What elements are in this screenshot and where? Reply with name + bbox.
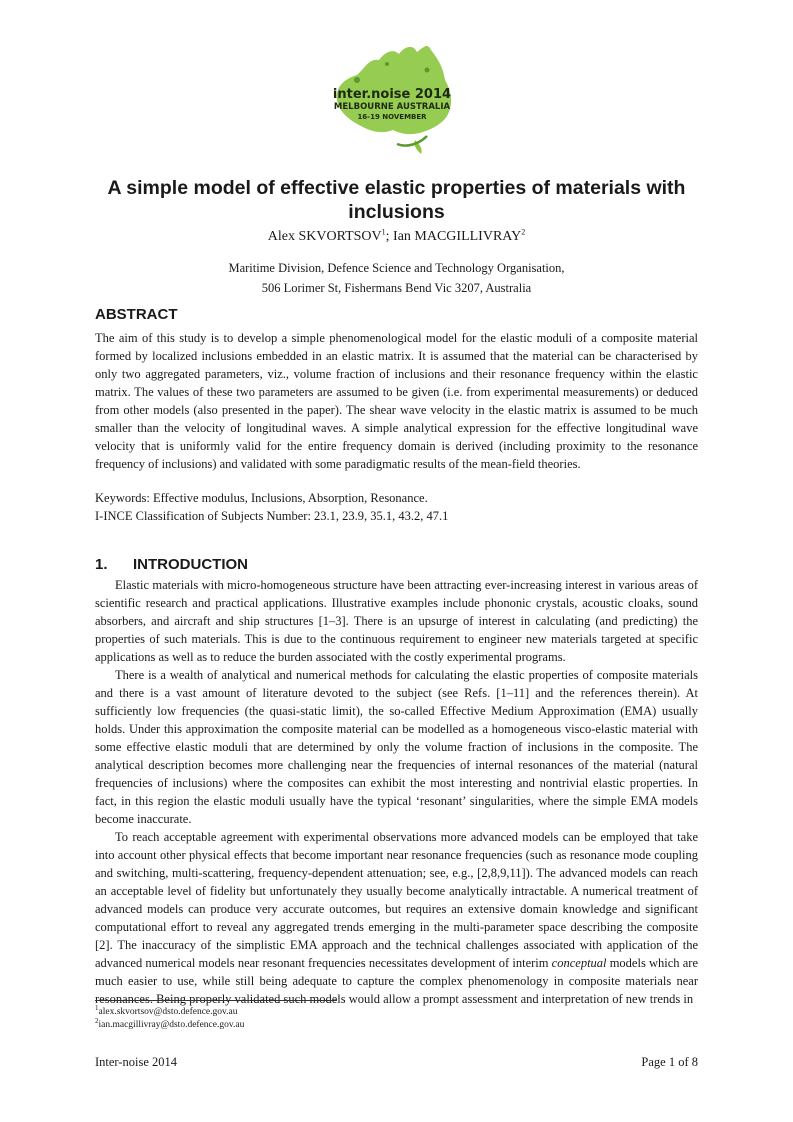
author-2: Ian MACGILLIVRAY (393, 229, 522, 244)
footnote-1-email: alex.skvortsov@dsto.defence.gov.au (98, 1007, 238, 1017)
abstract-heading: ABSTRACT (95, 306, 178, 323)
footnote-2-mark: 2 (95, 1016, 99, 1025)
intro-paragraph-3-part-a: To reach acceptable agreement with experimental observations more advanced models can be employed that take into account other physical effects that become important near resonance frequencies (such as resonance mode coupling and switching, multi-scattering, frequency-dependent attenuation; see, e.g., [2,8,9,11]). The advanced models can reach an acceptable level of fidelity but unfortunately they usually become analytically intractable. A numerical treatment of advanced models can produce very accurate outcomes, but requires an extensive domain knowledge and significant computational effort to reveal any aggregated trends emerging in the multi-parameter space describing the composite [2]. The inaccuracy of the simplistic EMA approach and the technical challenges associated with application of the advanced numerical models near resonant frequencies necessitates development of interim (95, 830, 698, 970)
intro-paragraph-3 (95, 828, 698, 1008)
intro-paragraph-1: Elastic materials with micro-homogeneous structure have been attracting ever-increasing interest in various areas of scientific research and practical applications. Illustrative examples include phononic crystals, acoustic cloaks, sound absorbers, and aircraft and ship structures [1–3]. There is an upsurge of interest in calculating (and predicting) the properties of such materials. This is due to the continuous requirement to engineer new materials targeted at specific applications as well as to reduce the burden associated with the costly experimental programs. (95, 578, 698, 664)
intro-paragraph-3-part-b: models which are much easier to use, while still being adequate to capture the complex phenomenology in composite materials near resonances. Being properly validated such models would allow a prompt assessment and interpretation of new trends in (95, 956, 698, 1006)
section-heading-introduction (95, 556, 248, 573)
abstract-text: The aim of this study is to develop a simple phenomenological model for the elastic moduli of a composite material formed by localized inclusions embedded in an elastic matrix. It is assumed that the material can be characterised by only two aggregated parameters, viz., volume fraction of inclusions and their resonance frequency within the elastic matrix. The values of these two parameters are assumed to be given (i.e. from experimental measurements) or deduced from other models (also presented in the paper). The shear wave velocity in the elastic matrix is assumed to be much smaller than the velocity of longitudinal waves. A simple analytical expression for the effective longitudinal wave velocity that is uniformly valid for the entire frequency domain is derived (including proximity to the resonance frequency of inclusions) and validated with some paradigmatic results of the mean-field theories. (95, 331, 698, 471)
classification: I-INCE Classification of Subjects Number: 23.1, 23.9, 35.1, 43.2, 47.1 (95, 509, 449, 523)
logo-line-1: inter.noise 2014 (332, 87, 452, 102)
author-1: Alex SKVORTSOV (267, 229, 382, 244)
author-1-footnote-mark: 1 (381, 227, 386, 237)
affiliation-line-1: Maritime Division, Defence Science and Technology Organisation, (228, 261, 565, 275)
footnote-1 (95, 1003, 238, 1018)
logo-line-2: MELBOURNE AUSTRALIA (333, 102, 451, 112)
footnote-2 (95, 1016, 245, 1031)
author-separator: ; (385, 229, 394, 244)
affiliation (0, 258, 793, 298)
logo-line-3: 16-19 NOVEMBER (357, 113, 427, 121)
keywords: Keywords: Effective modulus, Inclusions, Absorption, Resonance. (95, 491, 428, 505)
footnote-1-mark: 1 (95, 1003, 99, 1012)
section-title: INTRODUCTION (133, 556, 248, 573)
paper-title: A simple model of effective elastic properties of materials with inclusions (107, 177, 686, 223)
author-list (0, 229, 793, 245)
conference-logo (327, 40, 457, 158)
footer-conference: Inter-noise 2014 (95, 1055, 178, 1069)
author-2-footnote-mark: 2 (521, 227, 526, 237)
emphasis-conceptual: conceptual (551, 956, 607, 970)
introduction-body (95, 576, 698, 1008)
intro-paragraph-2: There is a wealth of analytical and numerical methods for calculating the elastic properties of composite materials and there is a vast amount of literature devoted to the subject (see Refs. [1–11] and the references therein). At sufficiently low frequencies (the quasi-static limit), the so-called Effective Medium Approximation (EMA) usually holds. Under this approximation the composite material can be modelled as a homogeneous visco-elastic material with some effective elastic moduli that are determined by only the volume fraction of inclusions in the composite. The analytical description becomes more challenging near the frequencies of internal resonances of the material (natural frequencies of inclusions) where the composites can exhibit the most interesting and nontrivial elastic properties. In fact, in this region the elastic moduli usually have the typical ‘resonant’ singularities, where the simple EMA models become inaccurate. (95, 668, 698, 826)
affiliation-line-2: 506 Lorimer St, Fishermans Bend Vic 3207, Australia (261, 281, 532, 295)
section-number: 1. (95, 556, 108, 573)
footnote-rule (95, 1000, 337, 1001)
footer-page-number: Page 1 of 8 (641, 1055, 698, 1069)
footnote-2-email: ian.macgillivray@dsto.defence.gov.au (98, 1020, 245, 1030)
